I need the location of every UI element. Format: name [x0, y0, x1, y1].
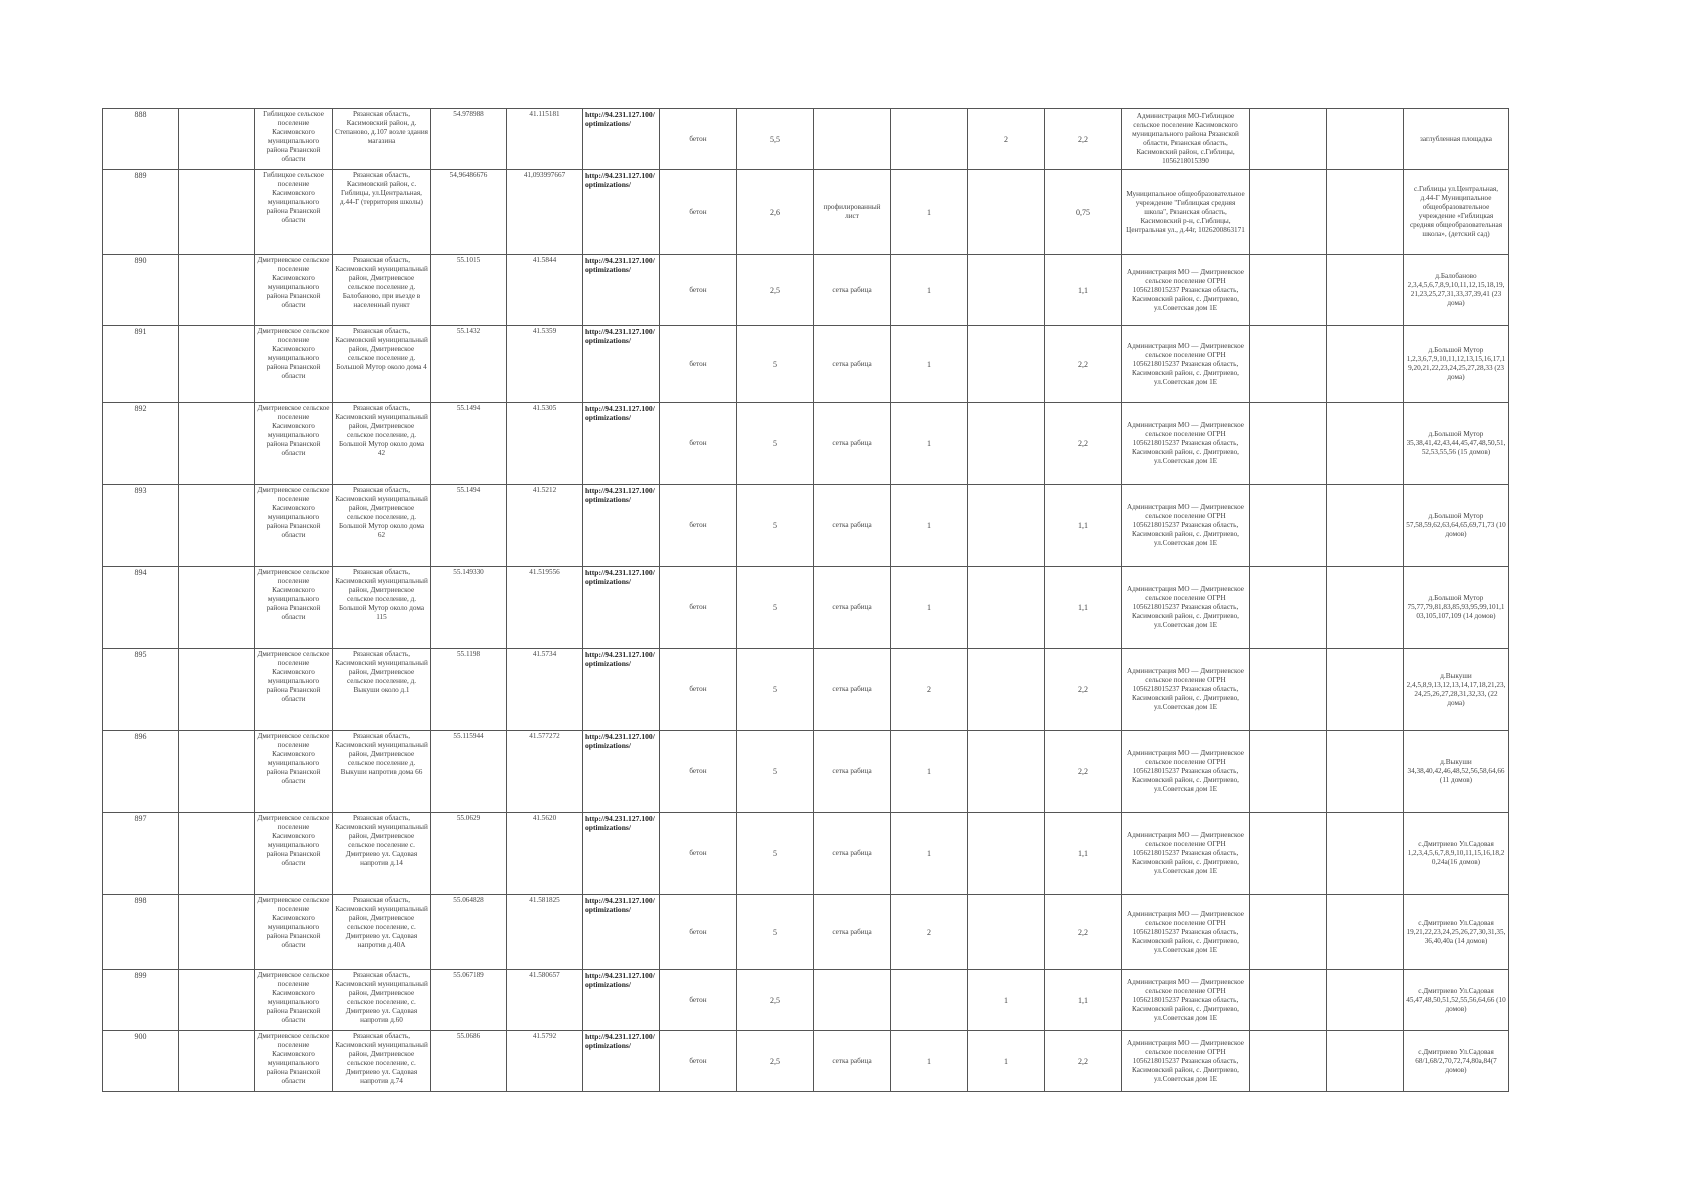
- cell-number: 896: [103, 731, 179, 813]
- cell-latitude: 55.1015: [431, 255, 507, 326]
- cell-surface: бетон: [660, 970, 737, 1031]
- cell-longitude: 41.580657: [507, 970, 583, 1031]
- table-row: [103, 485, 1509, 567]
- cell-containers: 1: [891, 255, 968, 326]
- cell-volume: 1,1: [1045, 813, 1122, 895]
- cell-longitude: 41.5212: [507, 485, 583, 567]
- cell-empty: [1327, 170, 1404, 255]
- cell-number: 900: [103, 1031, 179, 1092]
- cell-fence: сетка рабица: [814, 1031, 891, 1092]
- cell-latitude: 54,96486676: [431, 170, 507, 255]
- cell-number: 894: [103, 567, 179, 649]
- cell-containers: 1: [891, 567, 968, 649]
- cell-address: Рязанская область, Касимовский муниципальный район, Дмитриевское сельское поселение, с. Дмитриево ул. Садовая напротив д.40А: [333, 895, 431, 970]
- cell-number: 899: [103, 970, 179, 1031]
- cell-longitude: 41.5734: [507, 649, 583, 731]
- table-row: [103, 970, 1509, 1031]
- cell-empty: [1327, 731, 1404, 813]
- cell-longitude: 41.5620: [507, 813, 583, 895]
- cell-containers: 1: [891, 813, 968, 895]
- cell-administrator: Администрация МО — Дмитриевское сельское поселение ОГРН 1056218015237 Рязанская область, Касимовский район, с. Дмитриево, ул.Советская дом 1Е: [1122, 813, 1250, 895]
- cell-area: 5: [737, 731, 814, 813]
- cell-address: Рязанская область, Касимовский муниципальный район, Дмитриевское сельское поселение д. Большой Мутор около дома 4: [333, 326, 431, 403]
- cell-empty: [1327, 970, 1404, 1031]
- cell-fence: сетка рабица: [814, 567, 891, 649]
- cell-address: Рязанская область, Касимовский муниципальный район, Дмитриевское сельское поселение, д. Выкуши около д.1: [333, 649, 431, 731]
- table-row: [103, 813, 1509, 895]
- cell-empty: [179, 485, 255, 567]
- cell-longitude: 41.5792: [507, 1031, 583, 1092]
- cell-longitude: 41.115181: [507, 109, 583, 170]
- cell-waste-sources: с.Дмитриево Ул.Садовая 19,21,22,23,24,25,26,27,30,31,35,36,40,40а (14 домов): [1404, 895, 1509, 970]
- cell-empty: [1327, 567, 1404, 649]
- cell-empty: [179, 813, 255, 895]
- cell-containers-alt: [968, 485, 1045, 567]
- cell-waste-sources: с.Дмитриево Ул.Садовая 1,2,3,4,5,6,7,8,9,10,11,15,16,18,20,24а(16 домов): [1404, 813, 1509, 895]
- cell-longitude: 41.5844: [507, 255, 583, 326]
- cell-surface: бетон: [660, 170, 737, 255]
- cell-longitude: 41,093997667: [507, 170, 583, 255]
- cell-empty: [1250, 649, 1327, 731]
- cell-volume: 1,1: [1045, 485, 1122, 567]
- cell-empty: [1327, 485, 1404, 567]
- cell-fence: [814, 970, 891, 1031]
- cell-containers-alt: [968, 895, 1045, 970]
- cell-map-link[interactable]: http://94.231.127.100/optimizations/: [583, 485, 660, 567]
- cell-containers-alt: [968, 326, 1045, 403]
- cell-empty: [179, 170, 255, 255]
- cell-settlement: Дмитриевское сельское поселение Касимовского муниципального района Рязанской области: [255, 970, 333, 1031]
- cell-latitude: 55.1432: [431, 326, 507, 403]
- registry-sheet: [102, 108, 1509, 1092]
- cell-area: 2,5: [737, 1031, 814, 1092]
- waste-sites-table: [102, 108, 1509, 1092]
- table-row: [103, 326, 1509, 403]
- cell-containers-alt: [968, 255, 1045, 326]
- table-row: [103, 567, 1509, 649]
- cell-empty: [1250, 255, 1327, 326]
- cell-number: 892: [103, 403, 179, 485]
- cell-containers: 1: [891, 326, 968, 403]
- cell-containers: 1: [891, 485, 968, 567]
- cell-administrator: Администрация МО — Дмитриевское сельское поселение ОГРН 1056218015237 Рязанская область, Касимовский район, с. Дмитриево, ул.Советская дом 1Е: [1122, 970, 1250, 1031]
- cell-empty: [1250, 731, 1327, 813]
- cell-empty: [1327, 109, 1404, 170]
- table-row: [103, 109, 1509, 170]
- cell-latitude: 55.0629: [431, 813, 507, 895]
- cell-empty: [1250, 895, 1327, 970]
- cell-empty: [1327, 1031, 1404, 1092]
- cell-map-link[interactable]: http://94.231.127.100/optimizations/: [583, 970, 660, 1031]
- cell-containers: 1: [891, 1031, 968, 1092]
- cell-address: Рязанская область, Касимовский район, с. Гиблицы, ул.Центральная, д.44-Г (территория школы): [333, 170, 431, 255]
- table-row: [103, 403, 1509, 485]
- cell-fence: сетка рабица: [814, 403, 891, 485]
- cell-empty: [1250, 326, 1327, 403]
- cell-settlement: Дмитриевское сельское поселение Касимовского муниципального района Рязанской области: [255, 567, 333, 649]
- cell-fence: сетка рабица: [814, 895, 891, 970]
- cell-longitude: 41.581825: [507, 895, 583, 970]
- cell-waste-sources: с.Дмитриево Ул.Садовая 45,47,48,50,51,52,55,56,64,66 (10 домов): [1404, 970, 1509, 1031]
- cell-map-link[interactable]: http://94.231.127.100/optimizations/: [583, 403, 660, 485]
- cell-area: 5,5: [737, 109, 814, 170]
- cell-number: 898: [103, 895, 179, 970]
- cell-empty: [179, 403, 255, 485]
- cell-surface: бетон: [660, 485, 737, 567]
- cell-administrator: Администрация МО — Дмитриевское сельское поселение ОГРН 1056218015237 Рязанская область, Касимовский район, с. Дмитриево, ул.Советская дом 1Е: [1122, 255, 1250, 326]
- cell-number: 890: [103, 255, 179, 326]
- cell-waste-sources: с.Гиблицы ул.Центральная, д.44-Г Муниципальное общеобразовательное учреждение «Гиблицкая средняя общеобразовательная школа», (детский сад): [1404, 170, 1509, 255]
- cell-containers: 2: [891, 895, 968, 970]
- cell-address: Рязанская область, Касимовский муниципальный район, Дмитриевское сельское поселение д. Балобаново, при въезде в населенный пункт: [333, 255, 431, 326]
- cell-longitude: 41.577272: [507, 731, 583, 813]
- cell-address: Рязанская область, Касимовский район, д. Степаново, д.107 возле здания магазина: [333, 109, 431, 170]
- cell-surface: бетон: [660, 403, 737, 485]
- cell-empty: [1327, 649, 1404, 731]
- cell-surface: бетон: [660, 649, 737, 731]
- cell-address: Рязанская область, Касимовский муниципальный район, Дмитриевское сельское поселение, с. Дмитриево ул. Садовая напротив д.60: [333, 970, 431, 1031]
- cell-map-link[interactable]: http://94.231.127.100/optimizations/: [583, 813, 660, 895]
- table-row: [103, 895, 1509, 970]
- cell-administrator: Администрация МО — Дмитриевское сельское поселение ОГРН 1056218015237 Рязанская область, Касимовский район, с. Дмитриево, ул.Советская дом 1Е: [1122, 731, 1250, 813]
- cell-surface: бетон: [660, 1031, 737, 1092]
- cell-containers-alt: [968, 649, 1045, 731]
- cell-map-link[interactable]: http://94.231.127.100/optimizations/: [583, 170, 660, 255]
- cell-settlement: Дмитриевское сельское поселение Касимовского муниципального района Рязанской области: [255, 731, 333, 813]
- cell-waste-sources: д.Балобаново 2,3,4,5,6,7,8,9,10,11,12,15,18,19,21,23,25,27,31,33,37,39,41 (23 дома): [1404, 255, 1509, 326]
- cell-address: Рязанская область, Касимовский муниципальный район, Дмитриевское сельское поселение, с. Дмитриево ул. Садовая напротив д.74: [333, 1031, 431, 1092]
- cell-area: 2,5: [737, 255, 814, 326]
- cell-empty: [179, 731, 255, 813]
- cell-surface: бетон: [660, 895, 737, 970]
- cell-administrator: Администрация МО — Дмитриевское сельское поселение ОГРН 1056218015237 Рязанская область, Касимовский район, с. Дмитриево, ул.Советская дом 1Е: [1122, 403, 1250, 485]
- cell-volume: 2,2: [1045, 649, 1122, 731]
- cell-latitude: 54.978988: [431, 109, 507, 170]
- table-body: [103, 109, 1509, 1092]
- cell-area: 5: [737, 485, 814, 567]
- cell-fence: [814, 109, 891, 170]
- cell-administrator: Муниципальное общеобразовательное учреждение "Гиблицкая средняя школа", Рязанская область, Касимовский р-н, с.Гиблицы, Центральная ул., д.44г, 1026200863171: [1122, 170, 1250, 255]
- cell-area: 2,5: [737, 970, 814, 1031]
- cell-address: Рязанская область, Касимовский муниципальный район, Дмитриевское сельское поселение, д. Большой Мутор около дома 42: [333, 403, 431, 485]
- cell-number: 897: [103, 813, 179, 895]
- cell-administrator: Администрация МО-Гиблицкое сельское поселение Касимовского муниципального района Рязанской области, Рязанская область, Касимовский район, с.Гиблицы, 1056218015390: [1122, 109, 1250, 170]
- cell-address: Рязанская область, Касимовский муниципальный район, Дмитриевское сельское поселение с. Дмитриево ул. Садовая напротив д.14: [333, 813, 431, 895]
- cell-containers-alt: [968, 731, 1045, 813]
- cell-map-link[interactable]: http://94.231.127.100/optimizations/: [583, 895, 660, 970]
- cell-area: 2,6: [737, 170, 814, 255]
- cell-number: 889: [103, 170, 179, 255]
- cell-empty: [1327, 403, 1404, 485]
- cell-containers-alt: 1: [968, 970, 1045, 1031]
- cell-fence: сетка рабица: [814, 255, 891, 326]
- cell-area: 5: [737, 403, 814, 485]
- cell-surface: бетон: [660, 255, 737, 326]
- cell-administrator: Администрация МО — Дмитриевское сельское поселение ОГРН 1056218015237 Рязанская область, Касимовский район, с. Дмитриево, ул.Советская дом 1Е: [1122, 895, 1250, 970]
- cell-area: 5: [737, 567, 814, 649]
- cell-latitude: 55.149330: [431, 567, 507, 649]
- cell-empty: [1250, 567, 1327, 649]
- cell-empty: [179, 109, 255, 170]
- cell-latitude: 55.067189: [431, 970, 507, 1031]
- cell-address: Рязанская область, Касимовский муниципальный район, Дмитриевское сельское поселение, д. Большой Мутор около дома 62: [333, 485, 431, 567]
- cell-settlement: Дмитриевское сельское поселение Касимовского муниципального района Рязанской области: [255, 255, 333, 326]
- cell-map-link[interactable]: http://94.231.127.100/optimizations/: [583, 731, 660, 813]
- cell-empty: [179, 895, 255, 970]
- cell-waste-sources: заглубленная площадка: [1404, 109, 1509, 170]
- cell-containers-alt: [968, 170, 1045, 255]
- cell-area: 5: [737, 649, 814, 731]
- cell-volume: 1,1: [1045, 255, 1122, 326]
- cell-map-link[interactable]: http://94.231.127.100/optimizations/: [583, 326, 660, 403]
- cell-volume: 0,75: [1045, 170, 1122, 255]
- cell-waste-sources: д.Выкуши 2,4,5,8,9,13,12,13,14,17,18,21,23,24,25,26,27,28,31,32,33, (22 дома): [1404, 649, 1509, 731]
- table-row: [103, 170, 1509, 255]
- table-row: [103, 255, 1509, 326]
- cell-administrator: Администрация МО — Дмитриевское сельское поселение ОГРН 1056218015237 Рязанская область, Касимовский район, с. Дмитриево, ул.Советская дом 1Е: [1122, 1031, 1250, 1092]
- cell-area: 5: [737, 326, 814, 403]
- cell-administrator: Администрация МО — Дмитриевское сельское поселение ОГРН 1056218015237 Рязанская область, Касимовский район, с. Дмитриево, ул.Советская дом 1Е: [1122, 649, 1250, 731]
- cell-settlement: Дмитриевское сельское поселение Касимовского муниципального района Рязанской области: [255, 1031, 333, 1092]
- cell-settlement: Дмитриевское сельское поселение Касимовского муниципального района Рязанской области: [255, 813, 333, 895]
- cell-empty: [179, 255, 255, 326]
- cell-waste-sources: д.Выкуши 34,38,40,42,46,48,52,56,58,64,66 (11 домов): [1404, 731, 1509, 813]
- cell-waste-sources: д.Большой Мутор 1,2,3,6,7,9,10,11,12,13,15,16,17,19,20,21,22,23,24,25,27,28,33 (23 дома): [1404, 326, 1509, 403]
- cell-waste-sources: д.Большой Мутор 75,77,79,81,83,85,93,95,99,101,103,105,107,109 (14 домов): [1404, 567, 1509, 649]
- cell-empty: [179, 567, 255, 649]
- cell-fence: профилированный лист: [814, 170, 891, 255]
- cell-waste-sources: д.Большой Мутор 57,58,59,62,63,64,65,69,71,73 (10 домов): [1404, 485, 1509, 567]
- cell-empty: [1250, 813, 1327, 895]
- cell-empty: [1250, 485, 1327, 567]
- cell-settlement: Гиблицкое сельское поселение Касимовского муниципального района Рязанской области: [255, 109, 333, 170]
- cell-empty: [1327, 326, 1404, 403]
- cell-empty: [179, 1031, 255, 1092]
- cell-volume: 2,2: [1045, 403, 1122, 485]
- cell-fence: сетка рабица: [814, 326, 891, 403]
- cell-containers: [891, 109, 968, 170]
- cell-empty: [1250, 1031, 1327, 1092]
- cell-containers-alt: [968, 813, 1045, 895]
- cell-containers: 1: [891, 403, 968, 485]
- cell-address: Рязанская область, Касимовский муниципальный район, Дмитриевское сельское поселение, д. Большой Мутор около дома 115: [333, 567, 431, 649]
- cell-containers-alt: 2: [968, 109, 1045, 170]
- cell-volume: 2,2: [1045, 895, 1122, 970]
- cell-surface: бетон: [660, 731, 737, 813]
- cell-map-link[interactable]: http://94.231.127.100/optimizations/: [583, 255, 660, 326]
- cell-map-link[interactable]: http://94.231.127.100/optimizations/: [583, 1031, 660, 1092]
- cell-containers: 1: [891, 170, 968, 255]
- cell-number: 888: [103, 109, 179, 170]
- cell-settlement: Дмитриевское сельское поселение Касимовского муниципального района Рязанской области: [255, 403, 333, 485]
- cell-fence: сетка рабица: [814, 731, 891, 813]
- cell-waste-sources: д.Большой Мутор 35,38,41,42,43,44,45,47,48,50,51,52,53,55,56 (15 домов): [1404, 403, 1509, 485]
- cell-volume: 2,2: [1045, 731, 1122, 813]
- cell-containers-alt: [968, 403, 1045, 485]
- cell-map-link[interactable]: http://94.231.127.100/optimizations/: [583, 649, 660, 731]
- cell-number: 891: [103, 326, 179, 403]
- cell-latitude: 55.115944: [431, 731, 507, 813]
- cell-longitude: 41.519556: [507, 567, 583, 649]
- cell-area: 5: [737, 813, 814, 895]
- cell-latitude: 55.1198: [431, 649, 507, 731]
- cell-administrator: Администрация МО — Дмитриевское сельское поселение ОГРН 1056218015237 Рязанская область, Касимовский район, с. Дмитриево, ул.Советская дом 1Е: [1122, 567, 1250, 649]
- cell-settlement: Дмитриевское сельское поселение Касимовского муниципального района Рязанской области: [255, 485, 333, 567]
- cell-waste-sources: с.Дмитриево Ул.Садовая 68/1,68/2,70,72,74,80а,84(7 домов): [1404, 1031, 1509, 1092]
- cell-containers: 2: [891, 649, 968, 731]
- cell-volume: 2,2: [1045, 109, 1122, 170]
- cell-area: 5: [737, 895, 814, 970]
- cell-surface: бетон: [660, 326, 737, 403]
- cell-map-link[interactable]: http://94.231.127.100/optimizations/: [583, 109, 660, 170]
- cell-settlement: Гиблицкое сельское поселение Касимовского муниципального района Рязанской области: [255, 170, 333, 255]
- cell-containers-alt: [968, 567, 1045, 649]
- cell-volume: 2,2: [1045, 1031, 1122, 1092]
- cell-empty: [1327, 895, 1404, 970]
- cell-longitude: 41.5359: [507, 326, 583, 403]
- cell-surface: бетон: [660, 567, 737, 649]
- cell-empty: [1250, 970, 1327, 1031]
- table-row: [103, 1031, 1509, 1092]
- cell-surface: бетон: [660, 109, 737, 170]
- cell-address: Рязанская область, Касимовский муниципальный район, Дмитриевское сельское поселение д. Выкуши напротив дома 66: [333, 731, 431, 813]
- cell-volume: 1,1: [1045, 970, 1122, 1031]
- cell-latitude: 55.1494: [431, 403, 507, 485]
- cell-number: 895: [103, 649, 179, 731]
- cell-settlement: Дмитриевское сельское поселение Касимовского муниципального района Рязанской области: [255, 326, 333, 403]
- cell-settlement: Дмитриевское сельское поселение Касимовского муниципального района Рязанской области: [255, 895, 333, 970]
- cell-empty: [1327, 255, 1404, 326]
- cell-empty: [1327, 813, 1404, 895]
- cell-containers-alt: 1: [968, 1031, 1045, 1092]
- cell-containers: 1: [891, 731, 968, 813]
- cell-empty: [179, 970, 255, 1031]
- cell-empty: [1250, 403, 1327, 485]
- cell-empty: [179, 326, 255, 403]
- cell-empty: [179, 649, 255, 731]
- cell-latitude: 55.0686: [431, 1031, 507, 1092]
- table-row: [103, 649, 1509, 731]
- cell-settlement: Дмитриевское сельское поселение Касимовского муниципального района Рязанской области: [255, 649, 333, 731]
- cell-number: 893: [103, 485, 179, 567]
- cell-containers: [891, 970, 968, 1031]
- cell-latitude: 55.064828: [431, 895, 507, 970]
- cell-volume: 1,1: [1045, 567, 1122, 649]
- cell-longitude: 41.5305: [507, 403, 583, 485]
- cell-surface: бетон: [660, 813, 737, 895]
- cell-empty: [1250, 170, 1327, 255]
- cell-fence: сетка рабица: [814, 649, 891, 731]
- cell-empty: [1250, 109, 1327, 170]
- cell-volume: 2,2: [1045, 326, 1122, 403]
- cell-fence: сетка рабица: [814, 813, 891, 895]
- cell-administrator: Администрация МО — Дмитриевское сельское поселение ОГРН 1056218015237 Рязанская область, Касимовский район, с. Дмитриево, ул.Советская дом 1Е: [1122, 326, 1250, 403]
- cell-map-link[interactable]: http://94.231.127.100/optimizations/: [583, 567, 660, 649]
- cell-fence: сетка рабица: [814, 485, 891, 567]
- table-row: [103, 731, 1509, 813]
- cell-administrator: Администрация МО — Дмитриевское сельское поселение ОГРН 1056218015237 Рязанская область, Касимовский район, с. Дмитриево, ул.Советская дом 1Е: [1122, 485, 1250, 567]
- cell-latitude: 55.1494: [431, 485, 507, 567]
